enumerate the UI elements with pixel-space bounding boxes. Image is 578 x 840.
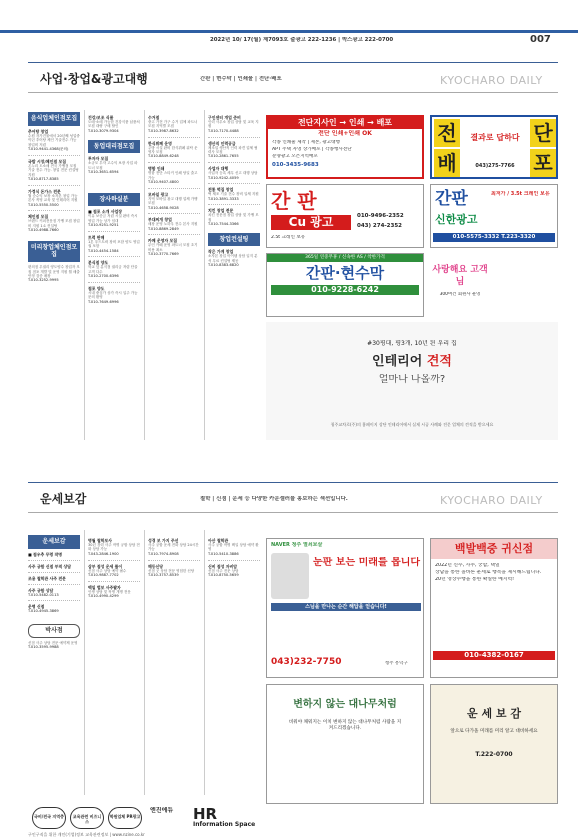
item-tel: T.010-4454-1584 [88, 248, 119, 253]
ad-interior-estimate[interactable] [266, 322, 558, 440]
item-title: 전통 떡집 창업 [208, 187, 234, 193]
item-title: 사업자 대행 [208, 166, 229, 172]
ad-headline: 백발백중 귀신점 [431, 539, 557, 559]
item-title: 백일 법보 사주팔자 [88, 584, 121, 590]
item-title: 작은 가게 창업 [208, 249, 234, 255]
issue-date-line: 2022년 10/ 17(월) 제7093호 출광고 222-1236 | 박스광고 222-0700 [210, 37, 394, 43]
item-body: 이유 보증금 저렴 시설 완비 즉시 영업 가능 상가 임대 [88, 214, 138, 223]
list-item[interactable] [28, 265, 80, 283]
s2-column-3 [148, 535, 200, 795]
ad-sign-banner[interactable] [266, 253, 424, 317]
column-divider [144, 530, 145, 795]
list-item[interactable] [88, 235, 140, 254]
footer-brand: 엔진에듀 [150, 807, 174, 814]
item-title: 카페 운영자 모집 [148, 238, 178, 244]
ad-subhead: Cu 광고 [271, 215, 351, 230]
ad-headline: 간판 [435, 189, 468, 209]
ad-headline-accent: 견적 [426, 354, 452, 369]
ad-phone: 043)275-7766 [475, 163, 515, 169]
list-item[interactable] [88, 156, 140, 175]
item-tel: T.010-5482-0113 [28, 592, 59, 597]
list-item[interactable] [28, 641, 80, 650]
item-title: 조용 철학관 사주 전문 [28, 575, 66, 581]
column-divider [144, 110, 145, 440]
list-item[interactable] [148, 192, 200, 211]
footer-logo: 국비/전국 지역층 [32, 807, 66, 829]
category-header: 박사점 [28, 624, 80, 638]
divider [28, 185, 80, 186]
ad-tagline: #30평대, 평3개, 10년 된 우리 집 [367, 340, 457, 347]
item-body: 떡 제조 기술 전수 장비 일체 지원 [208, 192, 259, 197]
ad-leaflet-print[interactable] [266, 115, 424, 179]
ad-headline: 운 세 보 감 [467, 707, 521, 720]
category-header: 운세보감 [28, 535, 80, 549]
list-item[interactable] [148, 166, 200, 185]
divider [88, 282, 140, 283]
footer-hr-sub: Information Space [193, 821, 256, 828]
item-tel: T.010-3891-3333 [208, 196, 239, 201]
item-title: 삼부 점성 운세 풀이 [88, 563, 123, 569]
item-tel: T.010-4990-4299 [88, 594, 119, 599]
footer-logo: 학원업체 PR광고 [108, 807, 142, 829]
column-divider [84, 530, 85, 795]
s1-column-3 [148, 112, 200, 442]
ad-phone: 010-9496-2352 [357, 213, 404, 219]
section1-brand [440, 74, 560, 88]
list-item[interactable] [28, 189, 80, 208]
s2-column-4 [208, 535, 260, 795]
item-body: 인력 사무소 창업 상담 및 교육 지원 [208, 120, 259, 129]
item-body: 학교 앞 분식점 권리금 저렴 단골 고객 다수 [88, 265, 138, 274]
item-body: 월 순수익 보장 소자본 창업 가능 본사 직영 교육 및 인테리어 지원 [28, 193, 78, 203]
ad-big-char: 단 [530, 119, 556, 147]
section1-bottom-rule [28, 92, 558, 93]
item-tel: T.010-9887-7702 [88, 573, 119, 577]
ad-headline: 결과로 답하다 [470, 133, 520, 142]
list-item[interactable] [88, 538, 140, 557]
item-body: 신점 사주 상담 전문 예약제 운영 [28, 640, 78, 645]
item-tel: T.010-4945-3869 [28, 609, 59, 614]
divider [208, 137, 260, 138]
item-title: 구인센터 개업 준비 [208, 115, 241, 120]
ad-line: 각종 인쇄물 제작 | 제본, 광고대행 [272, 139, 340, 145]
item-title: 투자자 모집 [88, 156, 109, 162]
list-item[interactable] [88, 564, 140, 578]
item-body: 지역 모바일 광고 대행 업체 가맹 모집 [148, 196, 198, 206]
ad-note: 2.5t 크레인 보유 [271, 235, 306, 240]
item-body: 사주 궁합 작명 택일 상담 예약 환영 [208, 543, 259, 552]
category-header: 장사하실분 [88, 193, 140, 207]
divider [208, 162, 260, 163]
section2-title: 운세보감 [40, 492, 87, 506]
list-item[interactable] [88, 115, 140, 134]
section2-subtitle: 철학 | 신점 | 운세 등 다양한 카운셀러를 홍보하는 섹션입니다. [200, 496, 348, 502]
divider [28, 210, 80, 211]
item-title: 수거점 [148, 115, 160, 120]
divider [28, 572, 80, 573]
section1-top-rule [28, 62, 558, 63]
list-item[interactable] [208, 564, 260, 578]
ad-headline: 간판·현수막 [305, 263, 385, 282]
ad-fortune-monk[interactable] [266, 538, 424, 678]
list-item[interactable] [28, 214, 80, 233]
list-item[interactable] [148, 238, 200, 257]
brand-suffix: DAILY [509, 494, 543, 507]
ad-subhead: 신한광고 [435, 213, 478, 226]
item-tel: T.010-3987-8632 [148, 128, 179, 133]
item-body: 무인 카페 운영 파트너 모집 초기 비용 최소 [148, 243, 198, 252]
divider [208, 560, 260, 561]
category-header: 음식업체인점모집 [28, 112, 80, 126]
item-body: 신점 굿 상담 전문 영험한 신당 [148, 568, 195, 573]
ad-subhead: 전단 인쇄+인쇄 OK [318, 130, 372, 138]
divider [148, 560, 200, 561]
divider [28, 584, 80, 585]
list-item[interactable] [88, 209, 140, 228]
footer-line: 구인구직을 위한 개인(기업)정보 교육관련정보 | www.nzine.co.kr [28, 832, 145, 837]
ad-big-char: 포 [530, 149, 556, 177]
item-title: 성경 보 가지 주선 [148, 538, 179, 543]
footer-hr: HR [193, 805, 218, 823]
ad-line: 2022년 신수, 사주, 궁합, 택일 [435, 563, 500, 569]
ad-tagline: 365일 연중무휴 / 신속한 AS / 착한가격 [267, 254, 423, 262]
item-tel: T.010-8869-2849 [148, 226, 179, 231]
item-title: 운명 신점 [28, 604, 45, 610]
ad-subhead: 스님을 만나는 순간 해답을 얻습니다! [271, 603, 421, 611]
ad-headline: 간 판 [271, 189, 317, 213]
list-item[interactable] [208, 249, 260, 268]
column-divider [204, 530, 205, 795]
list-item[interactable] [208, 208, 260, 227]
section2-brand [440, 494, 560, 508]
item-tel: T.010-9441-4368(문의) [28, 147, 69, 152]
ad-line: 분양광고 오픈지역배포 [272, 153, 318, 159]
category-header: 미리창업체인점모집 [28, 241, 80, 262]
ad-big-char: 전 [434, 119, 460, 147]
divider [88, 231, 140, 232]
ad-headline: 사랑해요 고객님 [432, 265, 488, 287]
category-header: 창업컨설팅 [208, 233, 260, 247]
divider [148, 137, 200, 138]
list-item[interactable] [148, 115, 200, 134]
item-title: 점포 양도 [88, 286, 105, 291]
section2-bottom-rule [28, 512, 558, 513]
item-title: 국밥 시장/체인점 모집 [28, 158, 66, 164]
page-number: 007 [530, 34, 551, 45]
item-tel: T.010-3079-9304 [88, 128, 119, 133]
item-title: ■ 점우추 무령 작명 [28, 551, 63, 557]
list-item[interactable] [148, 538, 200, 557]
section1-title: 사업·창업&광고대행 [40, 72, 148, 86]
item-body: 명함 전단 스티커 인쇄 당일 출고 가능 [148, 171, 198, 180]
s2-column-1 [28, 535, 80, 805]
brand-suffix: DAILY [509, 74, 543, 87]
divider [148, 234, 200, 235]
item-body: 브랜드 커피전문점 가맹 모집 창업비 지원 1:1 컨설팅 [28, 219, 80, 228]
footer-logo: 교육관련 비즈니스 [70, 807, 104, 829]
category-header: 동업대리점모집 [88, 140, 140, 154]
section2-top-rule [28, 482, 558, 483]
item-body: 30년 경력 사주 작명 궁합 상담 전화 상담 가능 [88, 543, 140, 552]
item-title: 추어탕 창업 [28, 128, 49, 134]
list-item[interactable] [28, 129, 80, 152]
item-title: 건강/보조 식품 [88, 115, 114, 120]
divider [148, 188, 200, 189]
item-title: 분식점 양도 [88, 260, 109, 266]
divider [88, 256, 140, 257]
ad-phone: 043) 274-2352 [357, 223, 402, 229]
item-body: 도매·소매 가능한 건강식품 납품처 모집 대량 구매 할인 [88, 120, 140, 129]
list-item[interactable] [28, 552, 80, 557]
list-item[interactable] [148, 217, 200, 231]
ad-tagline: NAVER 청주 열쇠보살 [271, 542, 323, 548]
item-tel: T.010-7649-6996 [88, 299, 119, 304]
divider [208, 183, 260, 184]
item-body: 매장 운영 노하우 전수 본사 지원 [148, 222, 198, 227]
item-body: 소자본 창업 아이템 상담 입지 분석 무료 컨설팅 제공 [208, 254, 258, 263]
ad-headline: 전단지사인 → 인쇄 → 배포 [268, 117, 422, 129]
s2-column-2 [88, 535, 140, 795]
item-tel: T.010-7974-8908 [148, 551, 179, 556]
item-body: 사업자 등록 세무 신고 대행 상담 [208, 171, 258, 176]
item-tel: T.010-3595-9988 [28, 645, 59, 649]
divider [28, 600, 80, 601]
item-tel: T.010-9242-4059 [208, 175, 239, 180]
list-item[interactable] [88, 286, 140, 305]
divider [88, 560, 140, 561]
ad-footer: 청주교차로(주)의 홈페이지 상단 인테리어에서 실제 시공 사례와 전문 업체의 견적을 받으세요 [330, 422, 494, 427]
ad-line: APT 주택 자영 상가배포 | 각종행사전단 [272, 146, 352, 152]
item-tel: T.010-9251-9251 [88, 223, 119, 228]
item-tel: T.010-4988-7660 [28, 228, 59, 233]
ad-line: 상담을 통한 올바른 운세로 행복을 제시해드립니다. [435, 570, 542, 576]
ad-phone: 010-5575-3332 T.223-3320 [433, 233, 555, 242]
item-title: 트럭 판매 [88, 234, 105, 240]
ad-body: 비워야 채워지는 이치 변하지 않는 대나무처럼 사람을 지켜드리겠습니다. [288, 719, 402, 731]
item-title: 아산 철학관 [208, 538, 229, 543]
divider [148, 162, 200, 163]
ad-fortune-promo[interactable] [430, 684, 558, 804]
list-item[interactable] [148, 564, 200, 578]
ad-headline [266, 354, 558, 371]
item-body: 신점 사주 전문 상담 [208, 568, 239, 573]
item-body: 수원 자가건물에서 20년째 성업중이던 추어탕 체인 기술전수 가능 창업비 저렴 [28, 133, 80, 147]
item-body: 소규모 투자 고수익 보장 사업 파트너 모집 [88, 161, 138, 170]
divider [148, 213, 200, 214]
ad-headline: 눈판 보는 미래를 봅니다 [313, 557, 421, 568]
item-body: 시내 중심가 상가 즉시 입주 가능 문의 환영 [88, 291, 138, 300]
section1-subtitle: 간판 | 현수막 | 인쇄물 | 전단·배포 [200, 76, 282, 82]
ad-phone: 010-9228-6242 [271, 285, 419, 295]
list-item[interactable] [28, 159, 80, 182]
ad-subhead: 얼마나 나올까? [378, 374, 446, 385]
item-tel: T.010-8717-8385 [28, 177, 59, 182]
ad-phone: T.222-0700 [475, 750, 513, 758]
list-item[interactable] [28, 576, 80, 581]
ad-ghost-fortune[interactable] [430, 538, 558, 678]
list-item[interactable] [28, 564, 80, 569]
ad-body: 앞으로 다가올 미래를 미리 알고 대비하세요 [450, 729, 538, 735]
item-tel: T.010-2861-7655 [208, 154, 239, 159]
item-body: 제조업 생산직 인력 파견 업체 협력사 모집 [208, 145, 258, 154]
item-title: 부대찌개 창업 [148, 217, 172, 223]
item-tel: T.010-5550-5500 [28, 202, 59, 207]
item-tel: T.010-3770-7669 [148, 252, 179, 257]
s1-column-1 [28, 112, 80, 442]
item-title: 해등신당 [148, 563, 164, 569]
item-tel: T.010-3252-9995 [28, 278, 59, 283]
item-title: 사주 궁합 상담 [28, 587, 54, 593]
item-body: 1톤 푸드트럭 장비 포함 양도 영업권 포함 [88, 239, 140, 249]
item-tel: T.010-8750-5659 [208, 573, 239, 577]
ad-phone: 010-3435-9683 [272, 161, 319, 168]
list-item[interactable] [28, 604, 80, 614]
divider [28, 155, 80, 156]
divider [88, 581, 140, 582]
ad-headline-part: 인테리어 [372, 354, 427, 369]
item-body: 중고 가전 가구 수거 업체 파트너 모집 지역별 모집 [148, 120, 198, 129]
item-title: 명함 인쇄 [148, 166, 165, 172]
ad-note: 최저가 / 3.5t 크레인 보유 [491, 191, 550, 197]
item-body: 온누리 도소매 전국 가맹점 모집 기술 전수 가능. 창업 전문 컨설팅 지원 [28, 163, 79, 177]
list-item[interactable] [88, 260, 140, 279]
item-body: 사주 궁합 운세 전화 상담 24시간 가능 [148, 543, 199, 552]
item-tel: T.010-3651-6594 [88, 170, 119, 175]
item-title: 명월 철학보사 [88, 538, 112, 543]
ad-bamboo[interactable] [266, 684, 424, 804]
monk-photo [271, 553, 309, 599]
item-title: 가정식 돈가스 전문 [28, 188, 61, 194]
ad-cu-sign[interactable] [266, 184, 424, 248]
list-item[interactable] [208, 187, 260, 201]
brand-name: KYOCHARO [440, 494, 506, 507]
item-title: 모바일 광고 [148, 191, 169, 197]
item-tel: T.010-3757-8539 [148, 573, 179, 577]
ad-love-customers[interactable] [430, 253, 490, 317]
item-tel: T.010-9407-4800 [148, 180, 179, 184]
s1-column-2 [88, 112, 140, 442]
item-tel: T.010-7170-4488 [208, 128, 239, 133]
list-item[interactable] [28, 588, 80, 598]
brand-name: KYOCHARO [440, 74, 506, 87]
ad-leaflet-distribution[interactable] [430, 115, 558, 179]
ad-big-char: 배 [434, 149, 460, 177]
item-title: 치킨 창업 전문 [208, 208, 234, 214]
ad-phone: 010-4382-0167 [433, 651, 555, 660]
ad-headline: 변하지 않는 대나무처럼 [293, 699, 397, 710]
ad-phone: 043)232-7750 [271, 657, 342, 667]
item-body: 주방 시설 완비 한식뷔페 위탁 운영자 모집 [148, 145, 198, 154]
item-tel: T.043-2846-1900 [88, 551, 119, 556]
item-tel: T.010-8383-6820 [208, 263, 239, 268]
item-title: 생산직 인력공급 [208, 140, 236, 146]
item-body: 신점 사주 상담 예약 필수 [88, 568, 127, 573]
ad-note: 300여건 회원사 운영 [439, 292, 481, 298]
item-tel: T.010-8849-6248 [148, 154, 179, 159]
s1-column-4 [208, 112, 260, 442]
item-title: ■ 점포 소개 사업장 [88, 209, 123, 215]
item-title: 신비 점성 자비암 [208, 563, 238, 569]
item-tel: T.010-2700-6396 [88, 274, 119, 279]
divider [28, 560, 80, 561]
divider [208, 204, 260, 205]
item-title: 체인점 모집 [28, 214, 49, 220]
list-item[interactable] [88, 585, 140, 599]
column-divider [84, 110, 85, 440]
list-item[interactable] [148, 141, 200, 160]
list-item[interactable] [208, 115, 260, 134]
item-title: 한식뷔페 운영 [148, 140, 172, 146]
item-body: 편의점 무권리 양도양수 창업자 모집 점포 개발 및 운영 지원 월 매출 안정 검증 매장 [28, 265, 80, 279]
list-item[interactable] [208, 141, 260, 160]
list-item[interactable] [208, 538, 260, 557]
top-rule [0, 30, 578, 33]
item-body: 치킨 전문점 창업 상담 및 가맹 모집 [208, 213, 259, 222]
list-item[interactable] [208, 166, 260, 180]
ad-line: 20년 영상수행을 통한 확실한 예지력! [435, 577, 515, 583]
item-tel: T.010-4658-9028 [148, 205, 179, 210]
column-divider [204, 110, 205, 440]
ad-shinhan-sign[interactable] [430, 184, 558, 248]
item-body: 인생 상담 및 작명 개명 전문 [88, 589, 131, 594]
item-tel: T.010-7544-3366 [208, 222, 239, 227]
ad-note: 청주 흥덕구 [385, 661, 408, 666]
item-tel: T.010-5410-3886 [208, 551, 239, 556]
item-title: 사주 궁합 신점 부적 상담 [28, 563, 72, 569]
footer [28, 805, 558, 831]
